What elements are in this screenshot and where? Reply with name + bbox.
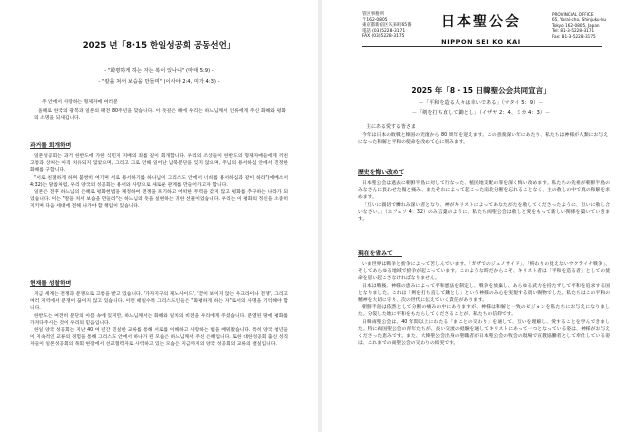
korean-section-heading-1: 과거를 회개하며	[30, 143, 72, 149]
japanese-section-2-body	[358, 261, 610, 347]
paragraph: 日韓両聖公会は、40 年間以上にわたる「まことの交わり」を通して、互いを理解し、愛することを学んできました。特に両国聖公会の青年たちが、長い交流の経験を通してキリストにあって一つとなっている姿は、神様がお与えくださった恵みです。また、大韓聖公会出身の聖職者が日本聖公会の牧会の現場で宣教協働者として奉仕している姿は、これまでの両聖公会の交わりの結実です。	[358, 319, 610, 347]
letterhead-divider	[362, 46, 602, 47]
japanese-declaration-page	[322, 0, 640, 432]
korean-title: 2025 년「8·15 한일성공회 공동선언」	[82, 41, 236, 51]
paragraph: 한일 양국 성공회는 지난 40 여 년간 진실한 교류를 통해 서로를 이해하고 사랑하는 법을 배워왔습니다. 특히 양국 청년들이 지속적인 교류의 경험을 통해 그리스도 안에서 하나가 된 모습은 하느님께서 주신 은혜입니다. 또한 대한성공회 출신 성직자들이 일본성공회의 목회 현장에서 선교협력자로 사역하고 있는 모습은 지금까지의 양국 성공회의 교류의 결실입니다.	[30, 328, 288, 348]
provincial-office-address-en: PROVINCIAL OFFICE 65, Yarai-cho, Shinjuku-ku Tokyo 162-0805, Japan Tel: 81-3-5228-3171 Fax: 81-3-5228-3175	[552, 12, 607, 39]
nskk-logo	[432, 11, 530, 46]
japanese-section-heading-2: 現在を省みて	[358, 251, 393, 257]
paragraph: 日本は戦後、神様の恵みによって平和憲法を制定し、戦争を放棄し、あらゆる武力を持たずして平和を追求する国となりました。これは「剣を打ち直して鋤とし」という神様のみ心を実現する貴い賜物でした。私たちはこの平和の精神を大切に守り、次の世代に伝えていく責任があります。	[358, 283, 610, 304]
korean-verse-2: - "칼을 쳐서 보습을 만들며" (이사야 2:4, 미가 4:3) -	[98, 79, 220, 85]
paragraph: "서로 친절하게 하며 불쌍히 여기며 서로 용서하기를 하나님이 그리스도 안에서 너희를 용서하심과 같이 하라"(에베소서 4:32)는 말씀처럼, 우리 양국의 성공회는 용서와 사랑으로 새로운 관계를 만들어가고자 합니다.	[30, 175, 288, 188]
korean-intro: 올해로 한국의 광복과 일본의 패전 80주년을 맞습니다. 이 뜻깊은 해에 우리는 하느님께서 인류에게 주신 화해와 평화의 소명을 되새깁니다.	[34, 109, 286, 122]
logo-sub-text: NIPPON SEI KO KAI	[441, 38, 521, 46]
paragraph: 한반도는 여전히 분단의 아픔 속에 있지만, 하느님께서는 화해와 일치의 비전을 우리에게 주셨습니다. 분열된 땅에 평화를 가져다주시는 것이 우리의 믿음입니다.	[30, 313, 288, 326]
korean-section-heading-2: 현재를 성찰하며	[30, 281, 72, 287]
paragraph: 日本聖公会は過去に朝鮮半島に対して行なった、植民地支配の罪を深く悔い改めます。私たちの先祖が朝鮮半島のみなさんに負わせた傷と痛み、またそれによって起こった南北分断を忘れることなく、主の赦しの中で真の和解を求めます。	[358, 181, 610, 201]
paragraph: いま世界は戦争と紛争によって苦しんでいます。「ガザでのジェノサイド」、「終わりの見えないウクライナ戦争」、そしてあらゆる地域で紛争が起こっています。このような時だからこそ、キリスト者は「平和を造る者」としての使命を思い起こさなければなりません。	[358, 262, 610, 282]
heading-underline	[358, 175, 402, 176]
heading-underline	[358, 256, 402, 257]
japanese-verse-1: －「平和を造る人々は幸いである」（マタイ 5：9）－	[418, 100, 544, 106]
paragraph: 지금 세계는 전쟁과 분쟁으로 고통을 받고 있습니다. '가자지구의 제노사이드', '끝이 보이지 않는 우크라이나 전쟁', 그리고 여러 지역에서 분쟁이 끊이지 않고 있습니다. 이런 때일수록 그리스도인들은 "화평하게 하는 자"로서의 사명을 기억해야 합니다.	[30, 292, 288, 312]
paragraph: 일본은 전후 하느님의 은혜로 평화헌법을 제정하여 전쟁을 포기하고 어떠한 무력을 갖지 않고 평화를 추구하는 나라가 되었습니다. 이는 "칼을 쳐서 보습을 만들라"는 하느님의 뜻을 실현하는 귀한 선물이었습니다. 우리는 이 평화의 정신을 소중히 지키며 다음 세대에 전해 나가야 할 책임이 있습니다.	[30, 190, 288, 210]
korean-greeting: 주 안에서 사랑하는 형제자매 여러분	[42, 100, 118, 105]
japanese-section-1-body	[358, 180, 610, 223]
heading-underline	[30, 286, 70, 287]
korean-verse-1: - "화평하게 하는 자는 복이 있나니" (마태 5:9) -	[104, 68, 214, 74]
logo-main-text: 日本聖公会	[441, 14, 521, 30]
heading-underline	[30, 148, 70, 149]
korean-section-2-body	[30, 291, 288, 349]
provincial-office-address-jp: 管区事務所 〒162-0805 東京都新宿区矢来町65番 電話 (03)5228-3171 FAX (03)5228-3175	[362, 12, 412, 40]
japanese-section-heading-1: 歴史を悔い改めて	[358, 170, 405, 176]
paragraph: 일본성공회는 과거 한반도에 가한 식민지 지배의 죄를 깊이 회개합니다. 우리의 조상들이 한반도의 형제자매들에게 끼친 고통과 상처는 아직 치유되지 않았으며, 그리고 그로 인해 일어난 남북분단을 잊지 않으며, 주님의 용서하심 안에서 진정한 화해를 구합니다.	[30, 154, 288, 174]
japanese-verse-2: －「剣を打ち直して鋤とし」（イザヤ 2：4、ミカ 4：3）－	[411, 110, 551, 116]
japanese-intro: 今年は日本の敗戦と韓国の光復から 80 周年を迎えます。この意義深い年にあたり、私たちは神様が人類にお与えになった和解と平和の使命を改めて心に刻みます。	[358, 133, 608, 146]
paragraph: 「互いに親切で憐れみ深い者となり、神がキリストによってあなたがたを赦してくださったように、互いに赦し合いなさい。」（エフェソ 4：32）のみ言葉のように、私たち両聖公会は赦しと愛をもって新しい関係を築いていきます。	[358, 202, 610, 223]
japanese-greeting: 主にある愛する皆さま	[366, 124, 417, 130]
japanese-title: 2025 年「8・15 日韓聖公会共同宣言」	[411, 86, 551, 95]
korean-section-1-body	[30, 153, 288, 211]
paragraph: 朝鮮半島は依然として分断の痛みの中にありますが、神様は和解と一致のビジョンを私たちにお与えになりました。分裂した地に平和をもたらしてくださることが、私たちの信仰です。	[358, 305, 610, 318]
korean-declaration-page	[0, 0, 318, 432]
